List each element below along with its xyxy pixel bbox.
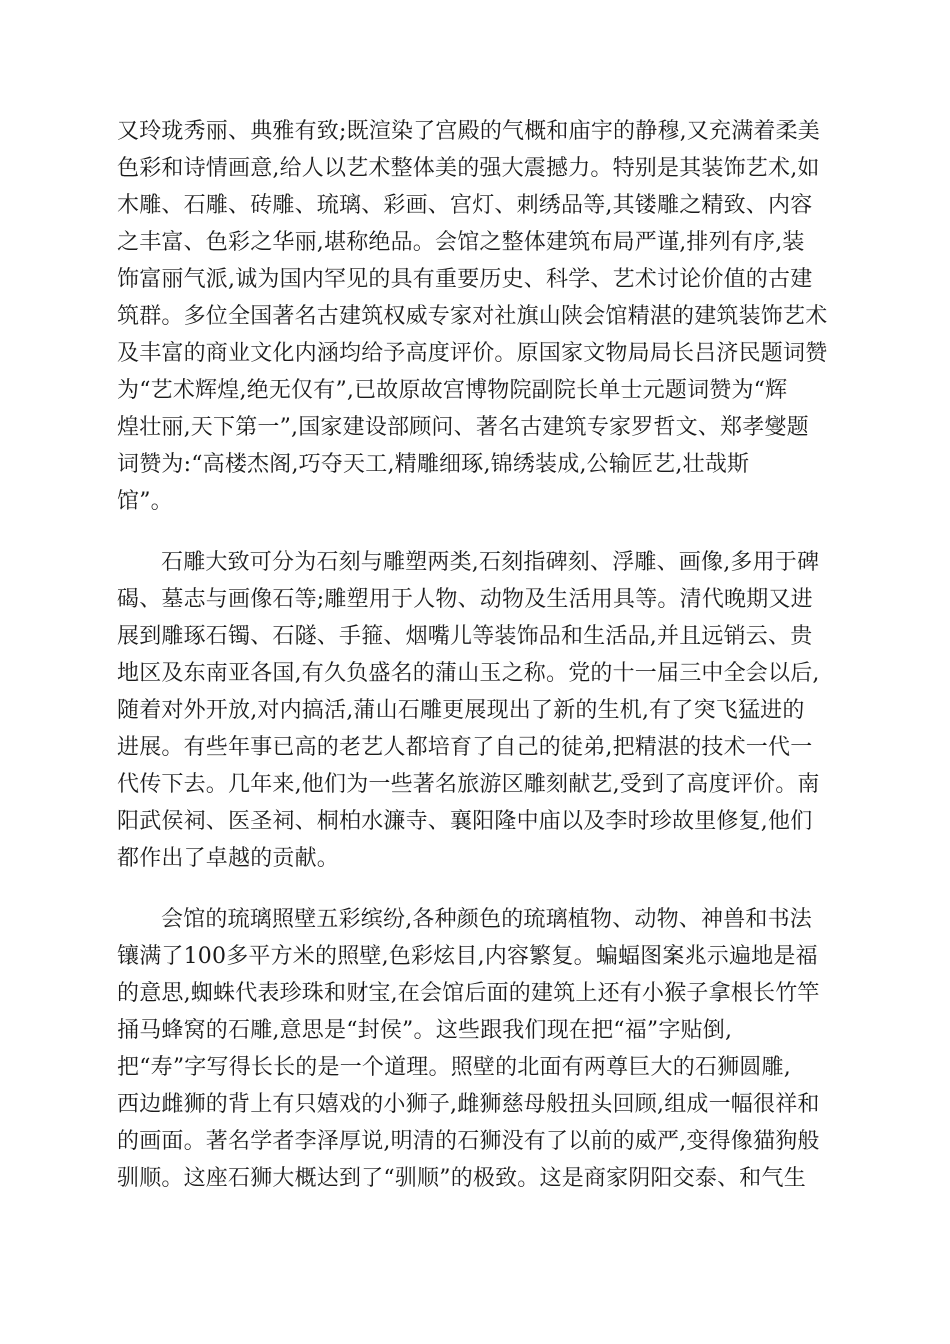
text-line: 随着对外开放,对内搞活,蒲山石雕更展现出了新的生机,有了突飞猛进的 xyxy=(117,698,805,723)
text-line: 木雕、石雕、砖雕、琉璃、彩画、宫灯、刺绣品等,其镂雕之精致、内容 xyxy=(117,193,813,218)
text-line: 把“寿”字写得长长的是一个道理。照壁的北面有两尊巨大的石狮圆雕, xyxy=(117,1055,791,1080)
text-line: 西边雌狮的背上有只嬉戏的小狮子,雌狮慈母般扭头回顾,组成一幅很祥和 xyxy=(117,1092,820,1117)
text-line: 代传下去。几年来,他们为一些著名旅游区雕刻献艺,受到了高度评价。南 xyxy=(117,772,820,797)
text-line: 词赞为:“高楼杰阁,巧夺天工,精雕细琢,锦绣装成,公输匠艺,壮哉斯 xyxy=(117,452,750,477)
text-line: 为“艺术辉煌,绝无仅有”,已故原故宫博物院副院长单士元题词赞为“辉 xyxy=(117,378,788,403)
text-line: 地区及东南亚各国,有久负盛名的蒲山玉之称。党的十一届三中全会以后, xyxy=(117,661,820,686)
text-line: 石雕大致可分为石刻与雕塑两类,石刻指碑刻、浮雕、画像,多用于碑 xyxy=(161,550,820,575)
text-line: 色彩和诗情画意,给人以艺术整体美的强大震撼力。特别是其装饰艺术,如 xyxy=(117,156,820,181)
text-line: 都作出了卓越的贡献。 xyxy=(117,846,340,871)
text-line: 又玲珑秀丽、典雅有致;既渲染了宫殿的气概和庙宇的静穆,又充满着柔美 xyxy=(117,119,821,144)
text-line: 之丰富、色彩之华丽,堪称绝品。会馆之整体建筑布局严谨,排列有序,装 xyxy=(117,230,805,255)
text-line: 镶满了100多平方米的照壁,色彩炫目,内容繁复。蝙蝠图案兆示遍地是福 xyxy=(117,944,818,969)
text-line: 进展。有些年事已高的老艺人都培育了自己的徒弟,把精湛的技术一代一 xyxy=(117,735,813,760)
text-line: 煌壮丽,天下第一”,国家建设部顾问、著名古建筑专家罗哲文、郑孝燮题 xyxy=(117,415,809,440)
text-line: 饰富丽气派,诚为国内罕见的具有重要历史、科学、艺术讨论价值的古建 xyxy=(117,267,813,292)
text-line: 馆”。 xyxy=(117,489,173,514)
text-line: 捅马蜂窝的石雕,意思是“封侯”。这些跟我们现在把“福”字贴倒, xyxy=(117,1018,733,1043)
text-line: 的意思,蜘蛛代表珍珠和财宝,在会馆后面的建筑上还有小猴子拿根长竹竿 xyxy=(117,981,820,1006)
text-line: 筑群。多位全国著名古建筑权威专家对社旗山陕会馆精湛的建筑装饰艺术 xyxy=(117,304,828,329)
text-line: 阳武侯祠、医圣祠、桐柏水濂寺、襄阳隆中庙以及李时珍故里修复,他们 xyxy=(117,809,813,834)
text-line: 会馆的琉璃照壁五彩缤纷,各种颜色的琉璃植物、动物、神兽和书法 xyxy=(161,907,812,932)
text-line: 驯顺。这座石狮大概达到了“驯顺”的极致。这是商家阴阳交泰、和气生 xyxy=(117,1166,806,1191)
text-line: 展到雕琢石镯、石隧、手箍、烟嘴儿等装饰品和生活品,并且远销云、贵 xyxy=(117,624,813,649)
text-line: 的画面。著名学者李泽厚说,明清的石狮没有了以前的威严,变得像猫狗般 xyxy=(117,1129,820,1154)
text-line: 碣、墓志与画像石等;雕塑用于人物、动物及生活用具等。清代晚期又进 xyxy=(117,587,813,612)
text-line: 及丰富的商业文化内涵均给予高度评价。原国家文物局局长吕济民题词赞 xyxy=(117,341,828,366)
